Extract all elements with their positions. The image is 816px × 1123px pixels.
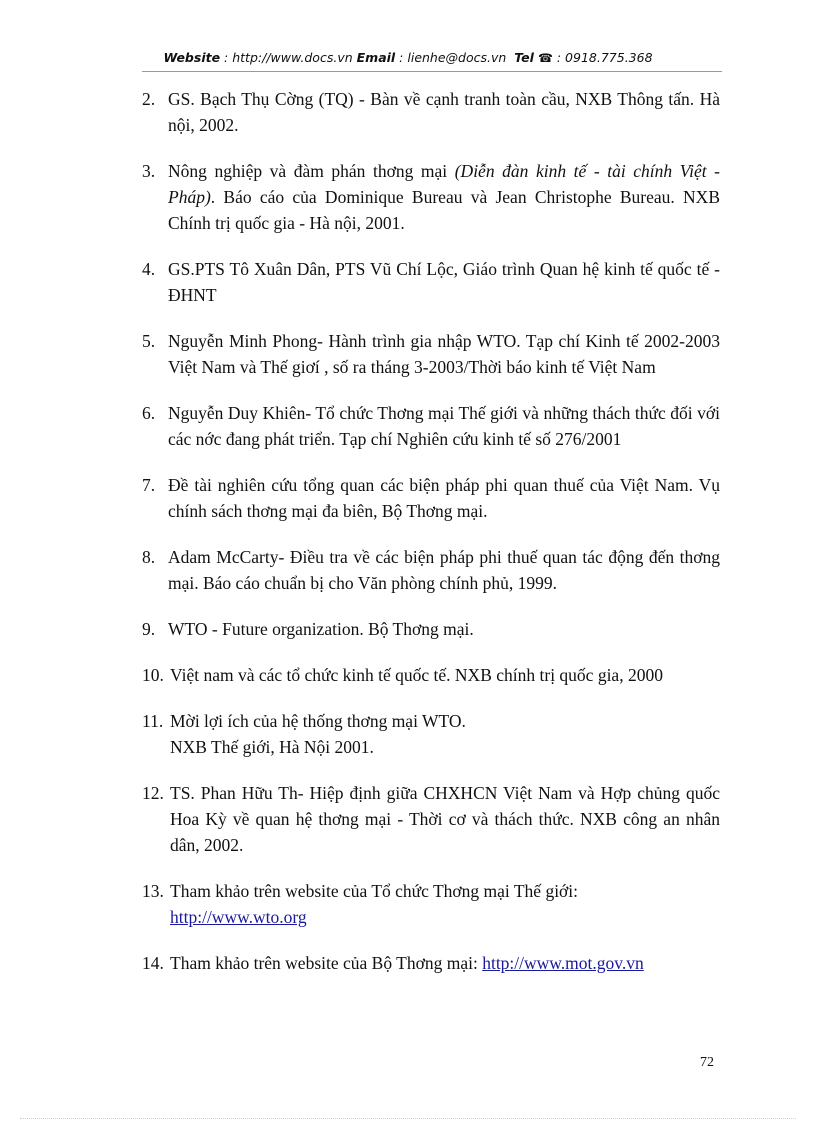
reference-text-line2: NXB Thế giới, Hà Nội 2001. (170, 737, 374, 757)
reference-text: GS.PTS Tô Xuân Dân, PTS Vũ Chí Lộc, Giáo trình Quan hệ kinh tế quốc tế - ĐHNT (168, 259, 720, 305)
mot-website-link[interactable]: http://www.mot.gov.vn (482, 953, 644, 973)
reference-item (142, 662, 720, 688)
reference-item (142, 400, 720, 452)
reference-number: 14. (142, 953, 164, 973)
reference-text: Việt nam và các tổ chức kinh tế quốc tế. NXB chính trị quốc gia, 2000 (170, 665, 663, 685)
reference-number: 8. (142, 547, 156, 567)
reference-number: 9. (142, 619, 156, 639)
reference-text: TS. Phan Hữu Th- Hiệp định giữa CHXHCN Việt Nam và Hợp chủng quốc Hoa Kỳ về quan hệ thơng mại - Thời cơ và thách thức. NXB công an nhân dân, 2002. (170, 783, 720, 855)
reference-number: 7. (142, 475, 156, 495)
header-divider (142, 71, 722, 72)
website-url[interactable]: http://www.docs.vn (232, 50, 353, 65)
reference-item (142, 158, 720, 236)
telephone-icon: ☎ (537, 51, 553, 65)
reference-item (142, 780, 720, 858)
website-label: Website (163, 50, 221, 65)
reference-text: Nguyễn Minh Phong- Hành trình gia nhập WTO. Tạp chí Kinh tế 2002-2003 Việt Nam và Thế giơí , số ra tháng 3-2003/Thời báo kinh tế Việt Nam (168, 331, 720, 377)
reference-text: Tham khảo trên website của Bộ Thơng mại: (170, 953, 483, 973)
reference-text: WTO - Future organization. Bộ Thơng mại. (168, 619, 474, 639)
reference-item (142, 472, 720, 524)
page-header (0, 50, 816, 65)
reference-number: 2. (142, 89, 156, 109)
reference-italic-text: (Diễn đàn kinh tế - tài chính Việt - Pháp) (168, 161, 720, 207)
tel-label: Tel (514, 50, 534, 65)
reference-text-continued: . Báo cáo của Dominique Bureau và Jean Christophe Bureau. NXB Chính trị quốc gia - Hà nội, 2001. (168, 187, 720, 233)
reference-text: Nguyễn Duy Khiên- Tổ chức Thơng mại Thế giới và những thách thức đối với các nớc đang phát triển. Tạp chí Nghiên cứu kinh tế số 276/2001 (168, 403, 720, 449)
reference-item (142, 328, 720, 380)
reference-number: 6. (142, 403, 156, 423)
email-value[interactable]: lienhe@docs.vn (407, 50, 507, 65)
reference-text: Nông nghiệp và đàm phán thơng mại (168, 161, 455, 181)
wto-website-link[interactable]: http://www.wto.org (170, 907, 307, 927)
email-label: Email (356, 50, 396, 65)
reference-text: Adam McCarty- Điều tra về các biện pháp phi thuế quan tác động đến thơng mại. Báo cáo chuẩn bị cho Văn phòng chính phủ, 1999. (168, 547, 720, 593)
reference-item (142, 708, 720, 760)
website-separator: : (220, 50, 233, 65)
reference-number: 10. (142, 665, 164, 685)
reference-text: Tham khảo trên website của Tổ chức Thơng mại Thế giới: (170, 881, 579, 901)
page-number: 72 (700, 1055, 714, 1070)
reference-item (142, 878, 720, 930)
tel-value: : 0918.775.368 (552, 50, 653, 65)
reference-text: Đề tài nghiên cứu tổng quan các biện pháp phi quan thuế của Việt Nam. Vụ chính sách thơng mại đa biên, Bộ Thơng mại. (168, 475, 720, 521)
reference-number: 3. (142, 161, 156, 181)
email-separator: : (395, 50, 408, 65)
reference-text: GS. Bạch Thụ Cờng (TQ) - Bàn về cạnh tranh toàn cầu, NXB Thông tấn. Hà nội, 2002. (168, 89, 720, 135)
reference-list (142, 86, 720, 996)
reference-item (142, 86, 720, 138)
page-bottom-border (20, 1118, 796, 1119)
reference-number: 4. (142, 259, 156, 279)
reference-number: 13. (142, 881, 164, 901)
reference-text: Mời lợi ích của hệ thống thơng mại WTO. (170, 711, 466, 731)
reference-number: 12. (142, 783, 164, 803)
reference-number: 11. (142, 711, 164, 731)
reference-item (142, 256, 720, 308)
reference-number: 5. (142, 331, 156, 351)
reference-item (142, 950, 720, 976)
reference-item (142, 544, 720, 596)
reference-item (142, 616, 720, 642)
